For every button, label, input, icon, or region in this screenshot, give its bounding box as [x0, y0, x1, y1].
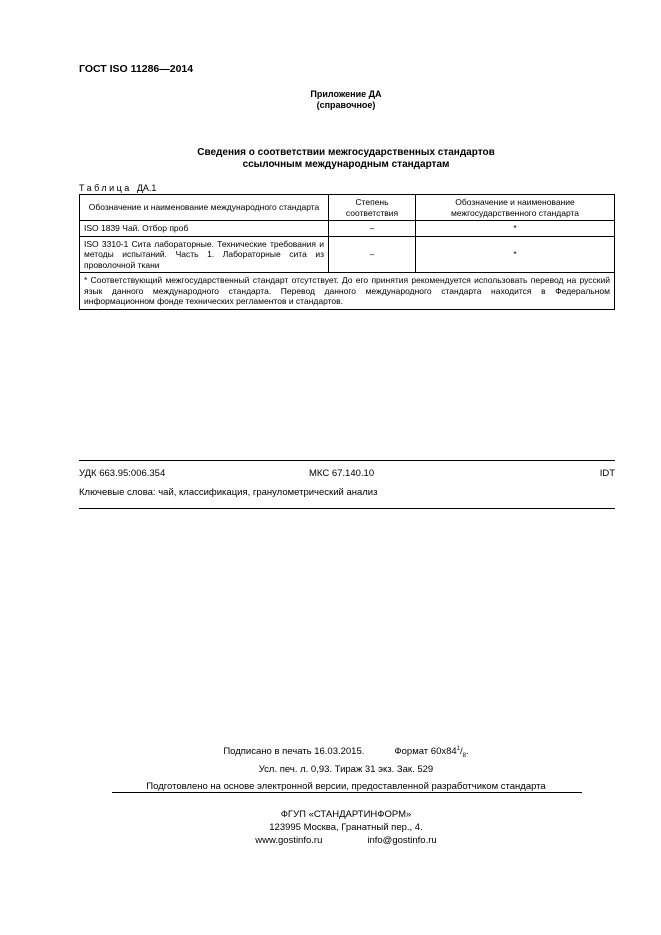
col-header-international: Обозначение и наименование международного стандарта	[80, 195, 329, 221]
annex-title: Приложение ДА	[310, 89, 382, 99]
heading-line-2: ссылочным международным стандартам	[242, 159, 450, 170]
publisher-contacts	[0, 834, 661, 847]
publisher-email[interactable]: info@gostinfo.ru	[367, 835, 437, 846]
print-format: Формат $60x84^1/_8$.	[394, 746, 469, 760]
annex-heading	[0, 147, 661, 171]
keywords: Ключевые слова: чай, классификация, гранулометрический анализ	[79, 487, 378, 498]
cell-interstate: *	[416, 221, 615, 237]
cell-degree: –	[329, 221, 416, 237]
table-row	[80, 236, 615, 273]
cell-degree: –	[329, 236, 416, 273]
imprint-block	[0, 742, 661, 777]
divider-top	[79, 460, 615, 461]
col-header-interstate: Обозначение и наименование межгосударственного стандарта	[416, 195, 615, 221]
imprint-line-1	[0, 742, 661, 763]
table-footnote: * Соответствующий межгосударственный стандарт отсутствует. До его принятия рекомендуется использовать перевод на русский язык данного международного стандарта. Перевод данного международного стандарта находится в Федеральном информационном фонде технических регламентов и стандартов.	[80, 273, 615, 310]
heading-line-1: Сведения о соответствии межгосударственных стандартов	[197, 147, 495, 158]
mks-code: МКС 67.140.10	[309, 468, 375, 479]
cell-interstate: *	[416, 236, 615, 273]
publisher-address: 123995 Москва, Гранатный пер., 4.	[269, 822, 423, 833]
table-row	[80, 221, 615, 237]
preparation-note: Подготовлено на основе электронной версии, предоставленной разработчиком стандарта	[146, 781, 546, 792]
cell-international: ISO 1839 Чай. Отбор проб	[80, 221, 329, 237]
preparation-underline	[112, 792, 582, 793]
publisher-block	[0, 808, 661, 847]
table-footnote-row	[80, 273, 615, 310]
annex-type: (справочное)	[316, 100, 376, 110]
divider-bottom	[79, 508, 615, 509]
standard-designation: ГОСТ ISO 11286—2014	[79, 63, 194, 75]
signed-date: Подписано в печать 16.03.2015.	[223, 746, 365, 758]
table-label-number: ДА.1	[136, 183, 157, 193]
table-header-row	[80, 195, 615, 221]
col-header-degree: Степень соответствия	[329, 195, 416, 221]
degree-code: IDT	[599, 468, 615, 479]
publisher-website[interactable]: www.gostinfo.ru	[255, 835, 323, 846]
table-label	[79, 183, 156, 193]
imprint-line-2: Усл. печ. л. 0,93. Тираж 31 экз. Зак. 529	[258, 764, 434, 776]
correspondence-table	[79, 194, 615, 310]
publisher-name: ФГУП «СТАНДАРТИНФОРМ»	[280, 809, 412, 820]
cell-international: ISO 3310-1 Сита лабораторные. Технические требования и методы испытаний. Часть 1. Лабораторные сита из проволочной ткани	[80, 236, 329, 273]
annex-block	[0, 89, 661, 111]
udk-code: УДК 663.95:006.354	[79, 468, 166, 479]
table-label-word: Таблица	[79, 183, 132, 193]
